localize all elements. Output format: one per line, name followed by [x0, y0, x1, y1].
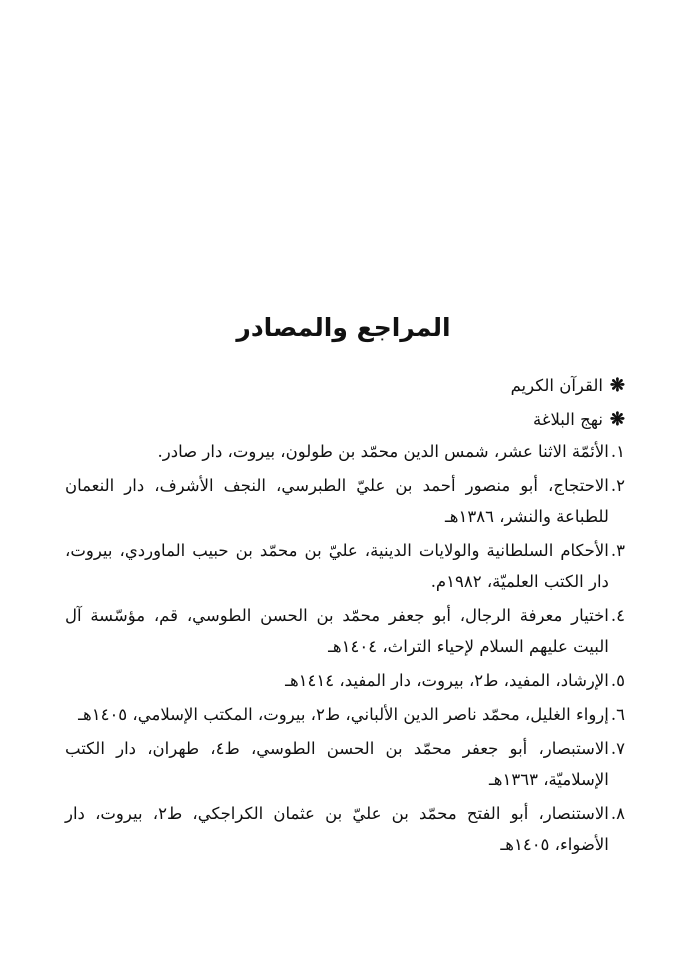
entry-number: ٦.	[610, 705, 625, 724]
reference-entry	[65, 535, 625, 597]
special-item-text: نهج البلاغة	[532, 409, 603, 429]
entry-number: ٢.	[610, 476, 625, 495]
entry-number: ١.	[610, 442, 625, 461]
reference-entry	[65, 470, 625, 532]
star-icon: ❋	[609, 408, 625, 430]
entry-text: إرواء الغليل، محمّد ناصر الدين الألباني، ط٢، بيروت، المكتب الإسلامي، ١٤٠٥هـ	[78, 705, 609, 724]
star-icon: ❋	[609, 374, 625, 396]
page-title: المراجع والمصادر	[236, 313, 451, 342]
entry-number: ٨.	[610, 804, 625, 823]
entry-number: ٤.	[610, 606, 625, 625]
entry-text: الأحكام السلطانية والولايات الدينية، عليّ بن محمّد بن حبيب الماوردي، بيروت، دار الكتب العلميّة، ١٩٨٢م.	[65, 541, 609, 591]
entry-text: الإرشاد، المفيد، ط٢، بيروت، دار المفيد، ١٤١٤هـ	[285, 671, 609, 690]
reference-entry	[65, 798, 625, 860]
special-item	[65, 368, 625, 402]
entry-text: الاستنصار، أبو الفتح محمّد بن عليّ بن عثمان الكراجكي، ط٢، بيروت، دار الأضواء، ١٤٠٥هـ	[65, 804, 609, 854]
entry-text: الاستبصار، أبو جعفر محمّد بن الحسن الطوسي، ط٤، طهران، دار الكتب الإسلاميّة، ١٣٦٣هـ	[65, 739, 609, 789]
entry-text: الاحتجاج، أبو منصور أحمد بن عليّ الطبرسي، النجف الأشرف، دار النعمان للطباعة والنشر، ١٣٨٦هـ	[65, 476, 609, 526]
reference-entry	[65, 436, 625, 467]
entry-number: ٧.	[610, 739, 625, 758]
reference-entry	[65, 665, 625, 696]
reference-entry	[65, 699, 625, 730]
entry-text: الأئمّة الاثنا عشر، شمس الدين محمّد بن طولون، بيروت، دار صادر.	[157, 442, 609, 461]
reference-entry	[65, 733, 625, 795]
entry-number: ٣.	[610, 541, 625, 560]
references-list	[65, 368, 625, 863]
special-item	[65, 402, 625, 436]
reference-entry	[65, 600, 625, 662]
entry-text: اختيار معرفة الرجال، أبو جعفر محمّد بن الحسن الطوسي، قم، مؤسّسة آل البيت عليهم السلام لإحياء التراث، ١٤٠٤هـ	[65, 606, 609, 656]
entry-number: ٥.	[610, 671, 625, 690]
special-item-text: القرآن الكريم	[510, 375, 603, 395]
